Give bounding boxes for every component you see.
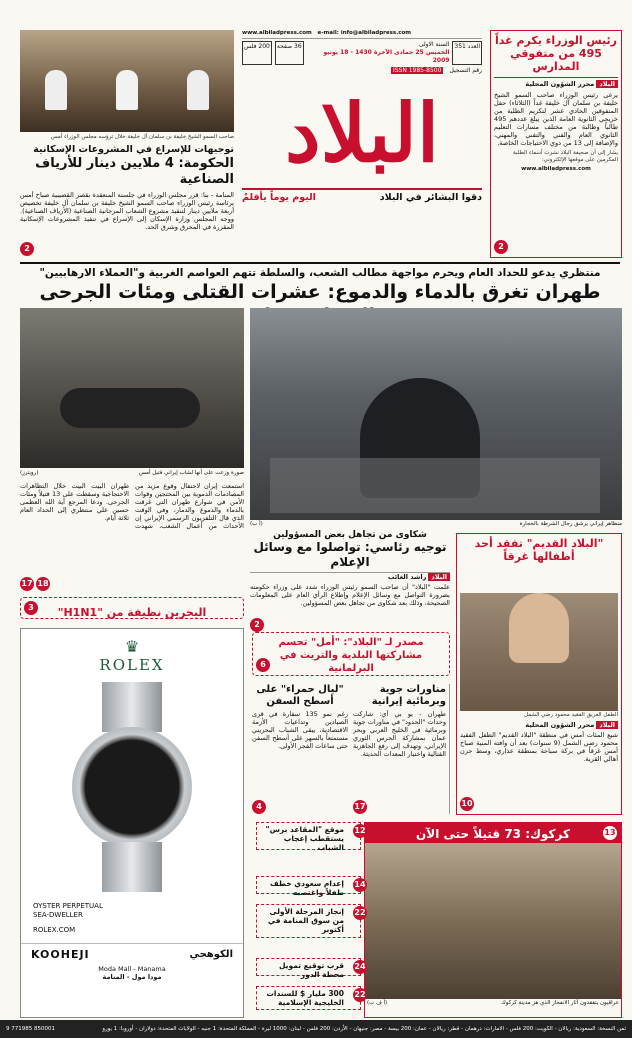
author-name: راشد الغائب [387,573,427,581]
dealer-address: Moda Mall - Manama [98,965,166,973]
index-label: موقع "المقاعد برس" يستقطب إعجاب الشباب [265,825,344,852]
top-right-story[interactable] [490,30,622,258]
index-item[interactable] [256,958,366,979]
issue-date [307,41,450,65]
dealer-address-ar: مودا مول - المنامة [102,973,162,981]
iran-headline: طهران تغرق بالدماء والدموع: عشرات القتلى ومئات الجرحى [39,281,601,303]
media-body: علمت "البلاد" أن صاحب السمو رئيس الوزراء شدد على وزراء حكومته بضرورة التواصل مع وسائل الإعلام وإطلاع الرأي العام على المعلومات الصحيحة، وذلك بعد شكاوى من تجاهل بعض المسؤولين. [250,583,450,607]
bracelet-bottom [102,842,162,892]
rolex-ad[interactable] [20,628,244,1018]
top-right-url[interactable]: www.albiladpress.com [521,166,591,172]
issue-number: العدد 351 [452,41,482,65]
page-ref-badge[interactable]: 2 [494,240,508,254]
index-item[interactable] [256,822,366,852]
slogan-main: دقوا البشائر في البلاد [379,192,482,203]
maneuvers-headline: مناورات جوية وبرمائية إيرانية [371,684,446,707]
cabinet-kicker: توجيهات للإسراع في المشروعات الإسكانية [33,144,234,155]
issue-date-text: الخميس 25 جمادى الآخرة 1430 - 18 يونيو 2009 [323,49,450,64]
drowning-body: شيع المئات أمس في منطقة "البلاد القديم" الطفل الفقيد محمود رضي الشمل (9 سنوات) بعد أن وافته المنية صباح أمس غرقاً في بركة سباحة بمنطقة عذاري، وسط حزن أهالي القرية. [460,731,618,763]
page-ref-badge[interactable]: 17 [353,800,367,814]
slogan-secondary: اليوم يوماً يأقلمْ [242,192,316,203]
page-ref-badge[interactable]: 22 [353,906,367,920]
figure-group [60,388,200,428]
page-ref-badge[interactable]: 2 [20,242,34,256]
watch-case [72,727,192,847]
source-badge: البلاد [596,80,618,88]
page-ref-badge[interactable]: 12 [353,824,367,838]
maneuvers-body: طهران - يو بي آي: شاركت وحدات "الحدود" في مناورات جوية وبرمائية في الخليج العربي وبحر عمان بمشاركة الحرس الثوري الإيراني، وتهدف إلى رفع الجاهزية القتالية واختبار المعدات الحديثة. [353,710,446,758]
red-nights-headline: "ليال حمراء" على أسطح السفن [256,684,344,707]
drowning-headline: "البلاد القديم" تفقد أحد أطفالها غرقاً [474,537,604,563]
index-label: إعدام سعودي خطف طفلاً واغتصبه [270,879,344,897]
kirkuk-story[interactable] [364,822,622,1018]
section-label: محرر الشؤون المحلية [525,721,595,729]
amal-headline: مصدر لـ "البلاد": "أمل" تحسم مشاركتها البلدية والتريث في البرلمانية [278,637,424,674]
caption-text: عراقيون يتفقدون آثار الانفجار الذي هز مدينة كركوك [501,1000,619,1006]
index-item[interactable] [256,876,366,897]
ad-model-line1: OYSTER PERPETUAL [33,902,103,910]
child-caption: الطفل الغريق الفقيد محمود رضي الشمل [523,712,618,718]
iran-page-refs [20,577,50,591]
page-ref-badge[interactable]: 2 [250,618,264,632]
drowning-story[interactable] [456,533,622,815]
amal-box[interactable] [252,632,450,676]
iran-second-caption [20,470,244,477]
issue-pages: 36 صفحة [275,41,304,65]
h1n1-banner[interactable] [20,597,244,619]
top-right-body: يرعى رئيس الوزراء صاحب السمو الشيخ خليفة بن سلمان آل خليفة غداً (الثلاثاء) حفل المتفوقين الحادي عشر لتكريم الطلبة من خريجي الثانوية العامة الذين يبلغ عددهم 495 طالباً وطالبة من مختلف مسارات التعليم الثانوي العام والفني والتقني والمهني، والإضافة إلى 13 من ذوي الاحتياجات الخاصة. [494,91,618,147]
h1n1-label: البحرين نظيفة من "H1N1" [57,606,207,619]
bracelet-top [102,682,162,732]
watch-graphic [57,682,207,892]
kirkuk-photo [365,843,621,999]
kirkuk-header [365,823,621,843]
cabinet-headline: الحكومة: 4 ملايين دينار للأرياف الصناعية [35,156,234,187]
cabinet-caption: صاحب السمو الشيخ خليفة بن سلمان آل خليفة خلال ترؤسه مجلس الوزراء أمس [50,134,234,140]
page-ref-badge[interactable]: 18 [36,577,50,591]
logo: البلاد [284,86,440,180]
cabinet-photo [20,30,234,132]
red-nights-story[interactable] [252,684,348,814]
top-left-story[interactable] [20,30,234,258]
caption-text: متظاهر إيراني يرشق رجال الشرطة بالحجارة [519,521,622,527]
crown-icon: ♛ [124,637,140,656]
page-ref-badge[interactable]: 10 [460,797,474,811]
source-badge: البلاد [428,573,450,581]
website[interactable]: www.albiladpress.com [242,30,312,36]
registration [242,67,482,74]
barcode: 9 771985 850001 [6,1026,55,1032]
email[interactable]: e-mail: info@albiladpress.com [317,30,412,36]
iran-main-photo [250,308,622,520]
page-ref-badge[interactable]: 4 [252,800,266,814]
figure-icon [187,70,209,110]
footer-bar [0,1020,632,1038]
reg-number: رقم التسجيل [449,67,482,74]
figure-icon [45,70,67,110]
masthead-web [242,30,482,39]
price-list: ثمن النسخة: السعودية: ريالان - الكويت: 200 فلس - الامارات: درهمان - قطر: ريالان - عمان: 200 بيسة - مصر: جنيهان - الأردن: 200 فلس - لبنان: 1000 ليرة - المملكة المتحدة: 1 جنيه - الولايات المتحدة: دولاران - أوروبا: 1 يورو [102,1026,626,1032]
ad-site[interactable]: ROLEX.COM [33,926,76,934]
child-photo [460,593,618,711]
index-item[interactable] [256,904,366,938]
page-ref-badge[interactable]: 17 [20,577,34,591]
dealer-name: KOOHEJI [31,948,90,961]
iran-body: استمعت إيران لاحتفال وقوع مزيد من المصادمات الدموية بين المحتجين وقوات الأمن في شوارع طهران التي غرقت بالدماء والدموع والدمار، وفي الوقت الذي قال التلفزيون الرسمي الإيراني إن الأحداث من أعمال الشغب، شهدت طهران البيت البيت خلال التظاهرات الاحتجاجية وسقطت على 13 قتيلاً ومئات الجرحى. ودعا المرجع آية الله العظمى حسين علي منتظري إلى الحداد العام ثلاثة أيام. [20,482,244,530]
slogan-bar [242,188,482,203]
media-story[interactable] [250,530,450,629]
issue-info [242,41,482,65]
kirkuk-headline: كركوك: 73 قتيلاً حتى الآن [416,827,570,841]
index-label: قرب توقيع تمويل محطة الدور [278,961,344,979]
page-ref-badge[interactable]: 13 [603,826,617,840]
index-item[interactable] [256,986,366,1010]
caption-credit: (أ ف ب) [367,1000,388,1006]
ad-brand: ROLEX [99,656,165,674]
issue-price: 200 فلس [242,41,272,65]
cabinet-body: المنامة - بنا: قرر مجلس الوزراء في جلسته المنعقدة بقصر القضيبية صباح أمس برئاسة رئيس الوزراء صاحب السمو الشيخ خليفة بن سلمان آل خليفة تخصيص أربعة ملايين دينار لتنفيذ مشروع الشعاب المرجانية الصناعية (الأرياف الصناعية). ووجه المجلس وزارة الإسكان إلى الإسراع في تنفيذ المشروعات الإسكانية المقررة في المحرق وشرق الحد. [20,191,234,231]
dealer-name-ar: الكوهجي [189,949,233,960]
street-ground [270,458,600,513]
page-ref-badge[interactable]: 14 [353,878,367,892]
red-nights-body: رغم نمو 135 سفارة في قرى الصيادين وتداعيات الأزمة الاقتصادية، يبقى الشباب البحريني مستمتعاً بالسهر على أسطح السفن حتى ساعات الفجر الأولى. [252,710,348,750]
iran-second-photo [20,308,244,468]
page-ref-badge[interactable]: 3 [24,601,38,615]
media-headline: توجيه رئاسي: تواصلوا مع وسائل الإعلام [253,540,447,569]
media-kicker: شكاوى من تجاهل بعض المسؤولين [273,530,427,540]
caption-credit: (أ ب) [250,521,263,527]
page-ref-badge[interactable]: 24 [353,960,367,974]
index-label: إنجاز المرحلة الأولى من سوق المنامة في أكتوبر [268,907,344,934]
section-label: محرر الشؤون المحلية [525,80,595,88]
maneuvers-story[interactable] [353,684,450,814]
index-label: 300 مليار $ للسندات الخليجية الإسلامية [266,989,344,1007]
top-right-headline: رئيس الوزراء يكرم غداً 495 من متفوقي المدارس [495,34,617,73]
page-ref-badge[interactable]: 22 [353,988,367,1002]
masthead [242,30,482,258]
issue-year: السنة الاولى [418,41,450,48]
dealer-bar [21,943,243,965]
caption-text: صورة وزعت على أنها لشاب إيراني قتيل أمس [138,470,244,476]
caption-credit: (رويترز) [20,470,39,476]
top-right-footer: يشار إلى أن صحيفة البلاد نشرت أسماء الطلبة المكرمين على موقعها الإلكتروني: [513,150,618,163]
page-ref-badge[interactable]: 6 [256,658,270,672]
figure-icon [116,70,138,110]
iran-main-caption [250,521,622,528]
ad-model-line2: SEA-DWELLER [33,911,83,919]
child-figure [509,593,569,663]
source-badge: البلاد [596,721,618,729]
kirkuk-caption [365,999,621,1008]
iran-kicker: منتظري يدعو للحداد العام ويحرم مواجهة مطالب الشعب، والسلطة تتهم العواصم الغربية و"العملاء الارهابيين" [20,262,620,279]
issn: ISSN 1985-8500 [392,67,442,74]
